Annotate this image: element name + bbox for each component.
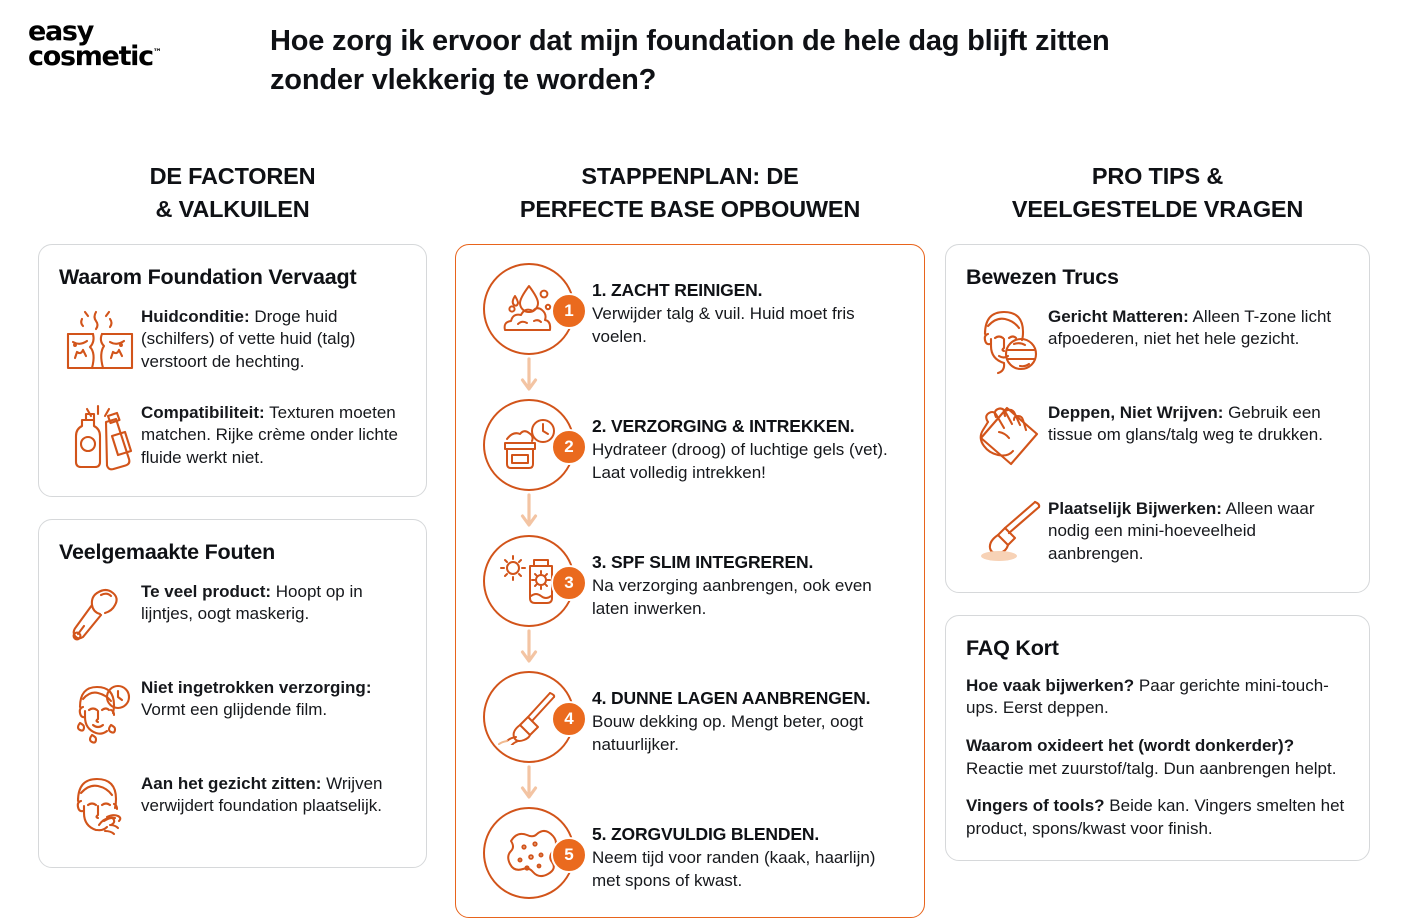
list-item-text <box>141 771 404 818</box>
faq-answer: Paar gerichte mini-touch-ups. Eerst deppen. <box>966 675 1329 718</box>
two-clashing-bottles-icon <box>59 400 141 474</box>
item-desc: Wrijven verwijdert foundation plaatselijk. <box>141 773 383 816</box>
card-faq-kort <box>945 615 1370 862</box>
item-desc: Alleen T-zone licht afpoederen, niet het hele gezicht. <box>1048 306 1332 349</box>
step-circle <box>483 671 575 763</box>
list-item-text <box>1048 304 1347 351</box>
item-desc: Alleen waar nodig een mini-hoeveelheid aanbrengen. <box>1048 498 1315 563</box>
list-item <box>966 400 1347 474</box>
step-text <box>588 399 908 485</box>
logo-line-1: easy <box>28 16 94 47</box>
column-right-heading <box>945 160 1370 227</box>
hand-tissue-blot-icon <box>966 400 1048 474</box>
overloaded-brush-icon <box>59 579 141 653</box>
page-header <box>0 0 1408 100</box>
step-circle <box>483 263 575 355</box>
column-protips <box>935 160 1408 918</box>
item-label: Te veel product: <box>141 581 272 601</box>
step-item <box>470 807 908 899</box>
step-number-badge: 5 <box>551 837 587 873</box>
step-body: Bouw dekking op. Mengt beter, oogt natuurlijker. <box>592 712 864 754</box>
column-middle-heading-line1: STAPPENPLAN: DE <box>581 163 799 189</box>
step-circle <box>483 399 575 491</box>
step-heading: 2. VERZORGING & INTREKKEN. <box>592 415 855 436</box>
list-item-text <box>1048 496 1347 566</box>
column-right-heading-line2: VEELGESTELDE VRAGEN <box>1011 196 1304 223</box>
content-columns <box>0 160 1408 918</box>
item-label: Gericht Matteren: <box>1048 306 1189 326</box>
faq-question: Hoe vaak bijwerken? <box>966 675 1135 695</box>
faq-answer: Beide kan. Vingers smelten het product, spons/kwast voor finish. <box>966 796 1345 838</box>
step-heading: 3. SPF SLIM INTEGREREN. <box>592 551 814 572</box>
item-label: Plaatselijk Bijwerken: <box>1048 498 1222 518</box>
column-left-heading-line1: DE FACTOREN <box>149 163 316 189</box>
step-connector-arrow <box>519 355 539 399</box>
step-body: Neem tijd voor randen (kaak, haarlijn) met spons of kwast. <box>592 848 876 890</box>
column-middle-heading <box>455 160 925 227</box>
list-item-text <box>141 675 404 722</box>
faq-question: Waarom oxideert het (wordt donkerder)? <box>966 735 1295 755</box>
list-item <box>59 400 404 474</box>
brand-logo <box>0 14 260 70</box>
step-circle <box>483 807 575 899</box>
card-veelgemaakte-fouten <box>38 519 427 868</box>
card-waarom-foundation-vervaagt <box>38 244 427 497</box>
item-label: Deppen, Niet Wrijven: <box>1048 402 1224 422</box>
step-text <box>588 263 908 349</box>
title-container <box>260 14 1408 100</box>
page-title: Hoe zorg ik ervoor dat mijn foundation de hele dag blijft zitten zonder vlekkerig te worden? <box>270 25 1110 96</box>
item-label: Niet ingetrokken verzorging: <box>141 677 372 697</box>
face-touching-hand-icon <box>59 771 141 845</box>
item-desc: Texturen moeten matchen. Rijke crème onder lichte fluide werkt niet. <box>141 402 399 467</box>
step-body: Na verzorging aanbrengen, ook even laten inwerken. <box>592 576 872 618</box>
list-item <box>966 304 1347 378</box>
step-number-badge: 2 <box>551 429 587 465</box>
small-touchup-brush-icon <box>966 496 1048 570</box>
item-label: Aan het gezicht zitten: <box>141 773 322 793</box>
list-item-text <box>1048 400 1347 447</box>
column-right-heading-line1: PRO TIPS & <box>1091 163 1224 189</box>
step-heading: 4. DUNNE LAGEN AANBRENGEN. <box>592 687 871 708</box>
list-item-text <box>141 579 404 626</box>
card-title: Waarom Foundation Vervaagt <box>59 264 357 289</box>
step-item <box>470 399 908 535</box>
step-heading: 1. ZACHT REINIGEN. <box>592 279 763 300</box>
step-text <box>588 671 908 757</box>
face-clock-droplets-icon <box>59 675 141 749</box>
list-item <box>59 579 404 653</box>
faq-item <box>966 795 1347 840</box>
list-item <box>59 771 404 845</box>
step-icon-wrap <box>470 263 588 399</box>
cracked-skin-layer-icon <box>59 304 141 378</box>
step-connector-arrow <box>519 627 539 671</box>
step-circle <box>483 535 575 627</box>
step-icon-wrap <box>470 671 588 807</box>
column-factors <box>0 160 445 918</box>
card-bewezen-trucs <box>945 244 1370 593</box>
list-item <box>59 304 404 378</box>
step-body: Hydrateer (droog) of luchtige gels (vet). Laat volledig intrekken! <box>592 440 888 482</box>
face-powder-compact-icon <box>966 304 1048 378</box>
column-middle-heading-line2: PERFECTE BASE OPBOUWEN <box>519 196 861 223</box>
card-title: Bewezen Trucs <box>966 264 1119 289</box>
card-title: FAQ Kort <box>966 635 1059 660</box>
item-desc: Hoopt op in lijntjes, oogt maskerig. <box>141 581 363 624</box>
item-desc: Vormt een glijdende film. <box>141 700 328 720</box>
step-icon-wrap <box>470 399 588 535</box>
step-number-badge: 1 <box>551 293 587 329</box>
step-text <box>588 807 908 893</box>
list-item-text <box>141 304 404 374</box>
step-icon-wrap <box>470 535 588 671</box>
step-item <box>470 535 908 671</box>
step-text <box>588 535 908 621</box>
column-stappenplan <box>445 160 935 918</box>
step-number-badge: 4 <box>551 701 587 737</box>
step-number-badge: 3 <box>551 565 587 601</box>
step-item <box>470 671 908 807</box>
faq-item <box>966 675 1347 720</box>
step-item <box>470 263 908 399</box>
item-label: Huidconditie: <box>141 306 250 326</box>
list-item <box>59 675 404 749</box>
column-left-heading-line2: & VALKUILEN <box>155 196 310 223</box>
card-title: Veelgemaakte Fouten <box>59 539 276 564</box>
trademark-symbol: ™ <box>152 47 162 58</box>
faq-answer: Reactie met zuurstof/talg. Dun aanbrengen helpt. <box>966 758 1337 778</box>
faq-item <box>966 735 1347 780</box>
column-left-heading <box>38 160 427 227</box>
step-connector-arrow <box>519 763 539 807</box>
step-heading: 5. ZORGVULDIG BLENDEN. <box>592 823 820 844</box>
item-desc: Gebruik een tissue om glans/talg weg te drukken. <box>1048 402 1323 445</box>
logo-line-2: cosmetic <box>28 40 153 72</box>
item-label: Compatibiliteit: <box>141 402 265 422</box>
list-item-text <box>141 400 404 470</box>
list-item <box>966 496 1347 570</box>
card-stappenplan <box>455 244 925 918</box>
step-body: Verwijder talg & vuil. Huid moet fris voelen. <box>592 304 855 346</box>
step-icon-wrap <box>470 807 588 899</box>
step-connector-arrow <box>519 491 539 535</box>
item-desc: Droge huid (schilfers) of vette huid (talg) verstoort de hechting. <box>141 306 356 371</box>
faq-question: Vingers of tools? <box>966 796 1105 816</box>
